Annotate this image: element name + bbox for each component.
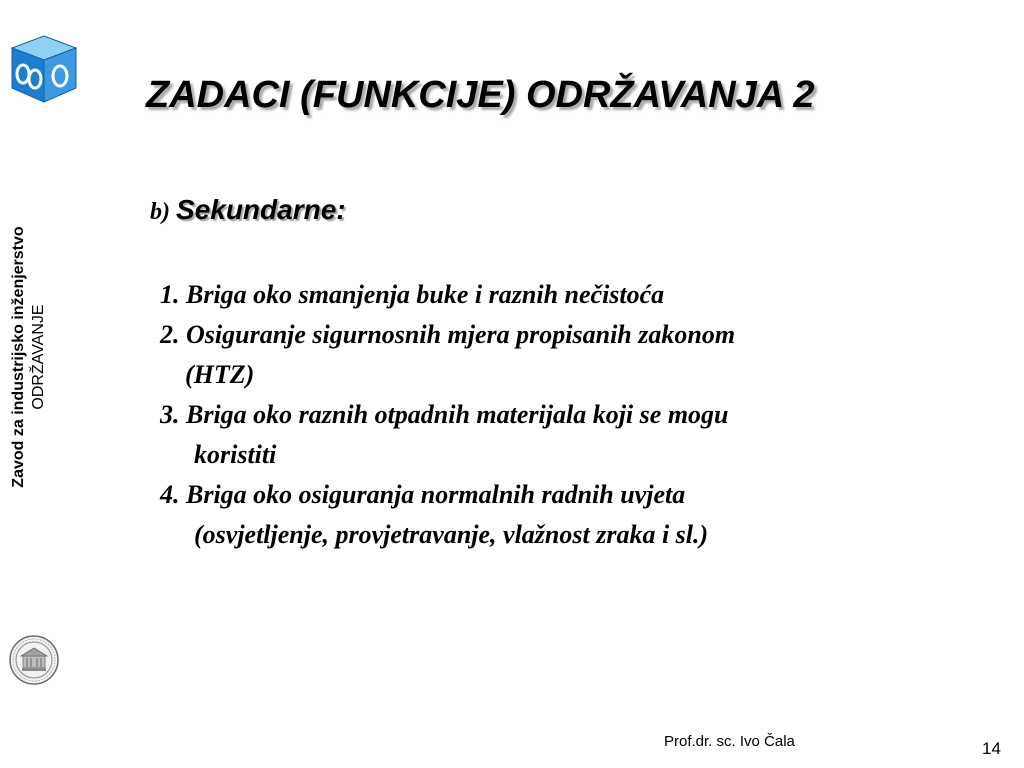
- slide-title: ZADACI (FUNKCIJE) ODRŽAVANJA 2: [146, 74, 815, 116]
- list-item-continuation: koristiti: [194, 440, 277, 469]
- sidebar-course-name: ODRŽAVANJE: [30, 304, 47, 410]
- sidebar-institution-name: Zavod za industrijsko inženjerstvo: [10, 226, 27, 488]
- list-item-line: 4. Briga oko osiguranja normalnih radnih uvjeta: [160, 480, 686, 509]
- list-item: [160, 475, 980, 555]
- list-item-continuation: (HTZ): [185, 360, 255, 389]
- sidebar-institution: [9, 192, 53, 522]
- footer-author: Prof.dr. sc. Ivo Čala: [664, 733, 795, 750]
- list-item-line: 3. Briga oko raznih otpadnih materijala koji se mogu: [160, 400, 729, 429]
- subheading-label: Sekundarne:: [176, 194, 346, 225]
- subheading-marker: b): [150, 199, 170, 225]
- university-seal-icon: [8, 634, 60, 686]
- page-number: 14: [982, 739, 1001, 758]
- list-item-line: 1. Briga oko smanjenja buke i raznih nečistoća: [160, 280, 665, 309]
- list-item: [160, 315, 980, 395]
- cube-logo-icon: [10, 34, 78, 104]
- list-item: [160, 275, 980, 315]
- list-item-continuation: (osvjetljenje, provjetravanje, vlažnost zraka i sl.): [194, 520, 709, 549]
- list-item: [160, 395, 980, 475]
- task-list: [160, 275, 980, 555]
- section-subheading: [150, 192, 346, 230]
- list-item-line: 2. Osiguranje sigurnosnih mjera propisanih zakonom: [160, 320, 736, 349]
